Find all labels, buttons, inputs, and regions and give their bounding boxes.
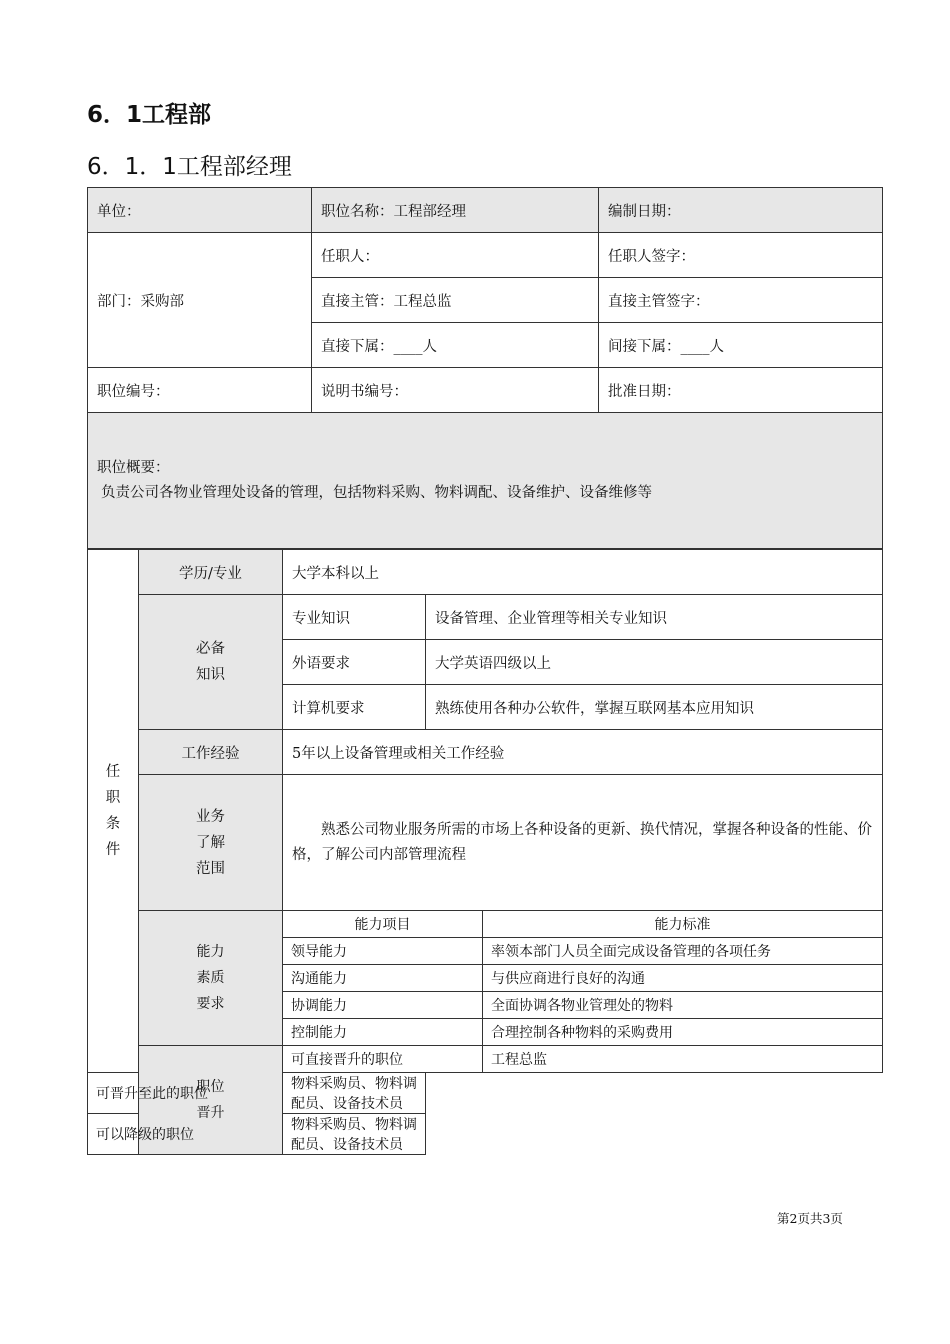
knowledge-label: 必备 知识 — [139, 595, 283, 730]
section-title: 6．1工程部 — [87, 102, 212, 128]
overview-label: 职位概要： — [97, 459, 170, 476]
unit-cell: 单位： — [88, 188, 312, 233]
ability-standard: 全面协调各物业管理处的物料 — [483, 992, 883, 1019]
knowledge-item: 计算机要求 — [283, 685, 426, 730]
business-label: 业务 了解 范围 — [139, 775, 283, 911]
promotion-item: 可直接晋升的职位 — [283, 1046, 483, 1073]
promotion-item: 可以降级的职位 — [88, 1114, 283, 1155]
ability-header-item: 能力项目 — [283, 911, 483, 938]
direct-supervisor-cell: 直接主管：工程总监 — [312, 278, 599, 323]
position-no-cell: 职位编号： — [88, 368, 312, 413]
approval-date-cell: 批准日期： — [599, 368, 883, 413]
incumbent-sign-cell: 任职人签字： — [599, 233, 883, 278]
ability-item: 协调能力 — [283, 992, 483, 1019]
ability-standard: 合理控制各种物料的采购费用 — [483, 1019, 883, 1046]
supervisor-sign-cell: 直接主管签字： — [599, 278, 883, 323]
experience-value: 5年以上设备管理或相关工作经验 — [283, 730, 883, 775]
ability-item: 控制能力 — [283, 1019, 483, 1046]
promotion-item: 可晋升至此的职位 — [88, 1073, 283, 1114]
knowledge-value: 设备管理、企业管理等相关专业知识 — [426, 595, 883, 640]
manual-no-cell: 说明书编号： — [312, 368, 599, 413]
knowledge-value: 熟练使用各种办公软件，掌握互联网基本应用知识 — [426, 685, 883, 730]
requirements-side-label: 任 职 条 件 — [88, 550, 139, 1073]
promotion-value: 工程总监 — [483, 1046, 883, 1073]
ability-standard: 与供应商进行良好的沟通 — [483, 965, 883, 992]
header-table — [87, 187, 883, 549]
direct-subordinates-cell: 直接下属：____人 — [312, 323, 599, 368]
subsection-title: 6．1．1工程部经理 — [87, 154, 292, 180]
incumbent-cell: 任职人： — [312, 233, 599, 278]
education-label: 学历/专业 — [139, 550, 283, 595]
ability-item: 沟通能力 — [283, 965, 483, 992]
compile-date-cell: 编制日期： — [599, 188, 883, 233]
promotion-label: 职位 晋升 — [139, 1046, 283, 1155]
overview-cell — [88, 413, 883, 549]
education-value: 大学本科以上 — [283, 550, 883, 595]
position-name-cell: 职位名称：工程部经理 — [312, 188, 599, 233]
ability-header-standard: 能力标准 — [483, 911, 883, 938]
knowledge-item: 专业知识 — [283, 595, 426, 640]
ability-standard: 率领本部门人员全面完成设备管理的各项任务 — [483, 938, 883, 965]
promotion-value: 物料采购员、物料调配员、设备技术员 — [283, 1073, 426, 1114]
overview-text: 负责公司各物业管理处设备的管理，包括物料采购、物料调配、设备维护、设备维修等 — [101, 484, 652, 501]
indirect-subordinates-cell: 间接下属：____人 — [599, 323, 883, 368]
ability-label: 能力 素质 要求 — [139, 911, 283, 1046]
department-cell: 部门：采购部 — [88, 233, 312, 368]
business-value: 熟悉公司物业服务所需的市场上各种设备的更新、换代情况，掌握各种设备的性能、价格，了解公司内部管理流程 — [283, 775, 883, 911]
promotion-value: 物料采购员、物料调配员、设备技术员 — [283, 1114, 426, 1155]
page-footer: 第2页共3页 — [777, 1211, 843, 1226]
requirements-table — [87, 549, 883, 1155]
knowledge-value: 大学英语四级以上 — [426, 640, 883, 685]
experience-label: 工作经验 — [139, 730, 283, 775]
ability-item: 领导能力 — [283, 938, 483, 965]
knowledge-item: 外语要求 — [283, 640, 426, 685]
